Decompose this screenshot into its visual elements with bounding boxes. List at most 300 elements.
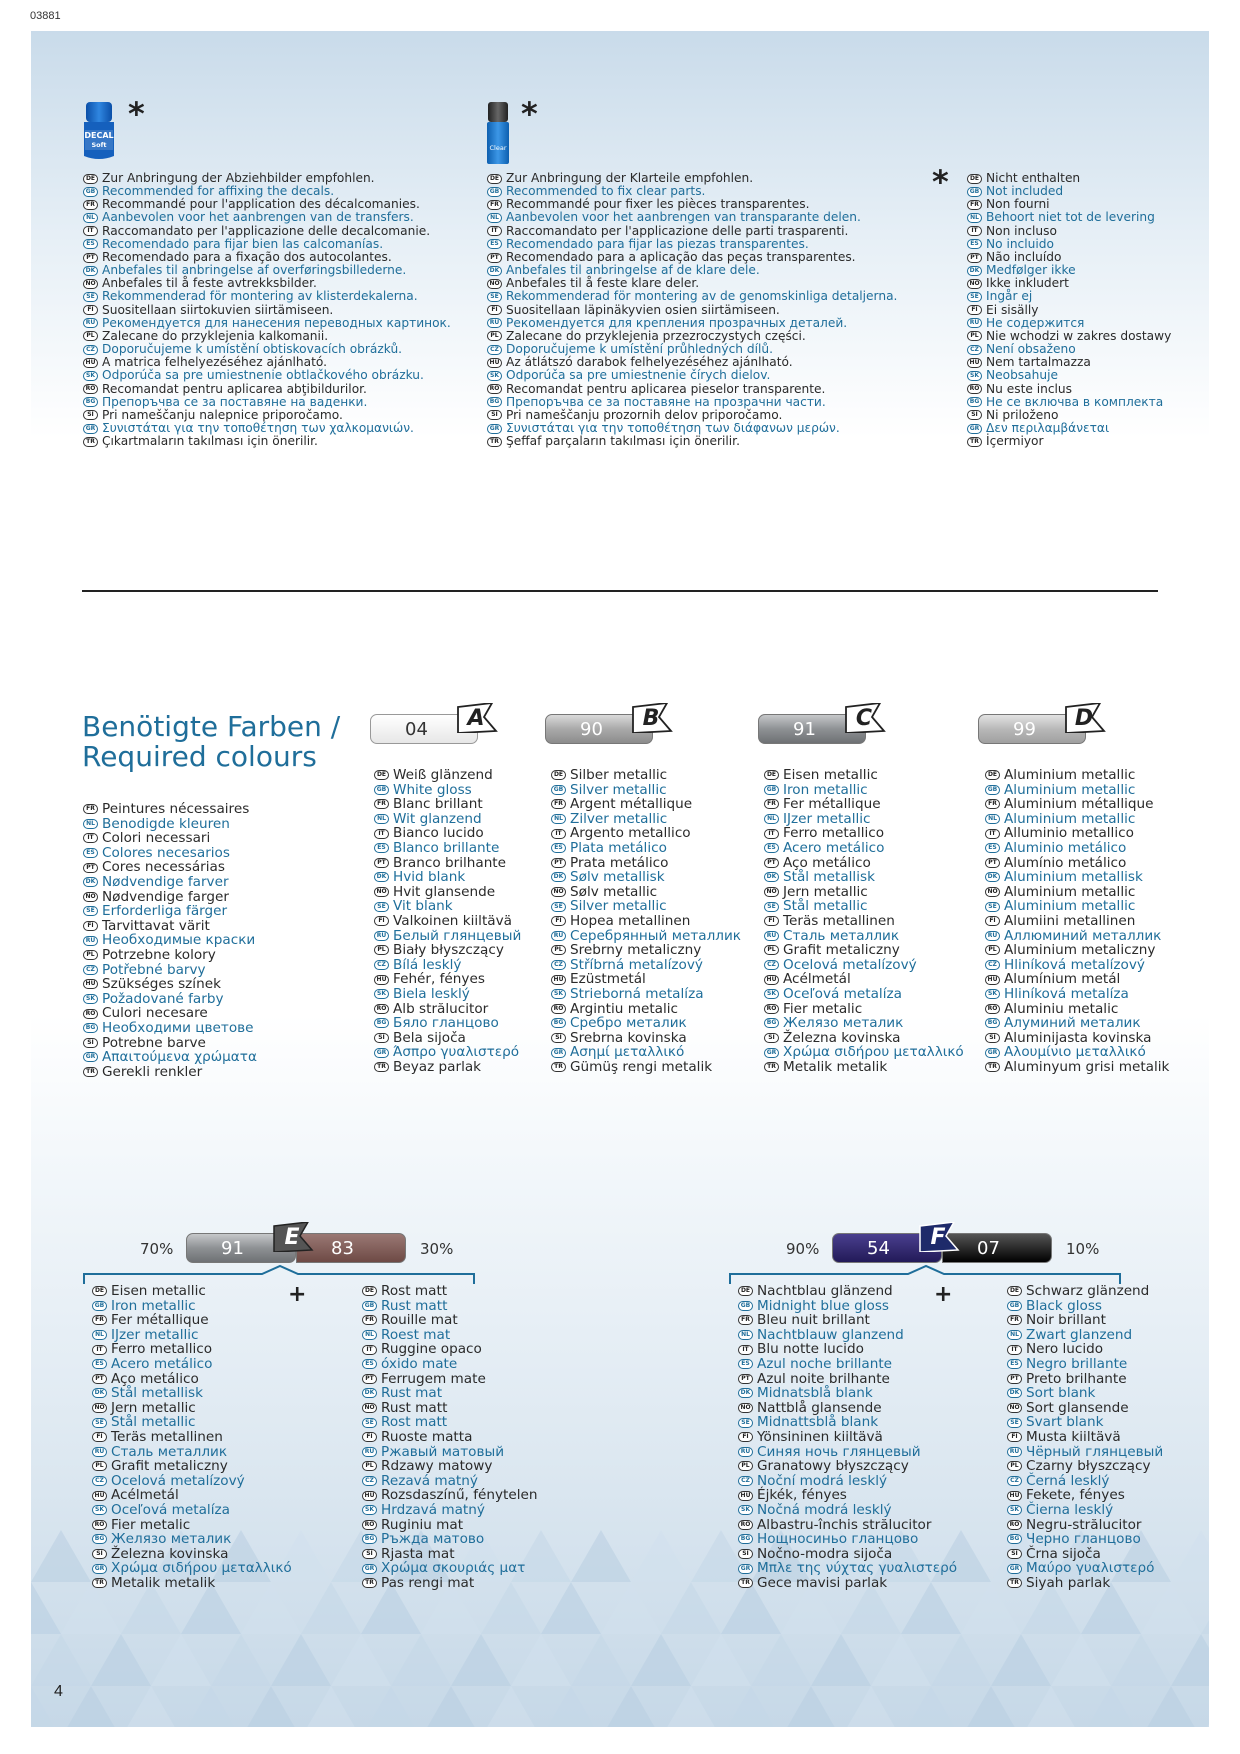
language-line-tr: [83, 435, 451, 448]
translation-text: Musta kiiltävä: [1026, 1428, 1121, 1445]
language-code-badge: DE: [374, 770, 389, 780]
translation-text: Желязо металик: [783, 1015, 904, 1032]
language-code-badge: FR: [551, 799, 566, 809]
language-line-dk: [551, 870, 741, 885]
translation-text: Ei sisälly: [986, 302, 1039, 317]
language-line-tr: [738, 1576, 957, 1591]
language-code-badge: DE: [487, 174, 502, 184]
language-code-badge: NL: [83, 213, 98, 223]
translation-text: No incluido: [986, 236, 1054, 251]
language-code-badge: RU: [374, 931, 389, 941]
translation-text: Jern metallic: [111, 1399, 196, 1416]
translation-text: Συνιστάται για την τοποθέτηση των χαλκομανιών.: [102, 420, 414, 435]
language-code-badge: SI: [967, 410, 982, 420]
translation-text: Raccomandato per l'applicazione delle parti trasparenti.: [506, 223, 849, 238]
language-code-badge: IT: [764, 829, 779, 839]
language-code-badge: IT: [1007, 1345, 1022, 1355]
translation-text: Recommended for affixing the decals.: [102, 184, 335, 199]
translation-text: Není obsaženo: [986, 342, 1076, 357]
translation-text: Weiß glänzend: [393, 767, 493, 783]
language-code-badge: PT: [374, 858, 389, 868]
language-line-bg: [1007, 1532, 1163, 1547]
language-line-sk: [1007, 1503, 1163, 1518]
language-code-badge: TR: [487, 437, 502, 447]
language-line-ru: [487, 317, 897, 330]
language-code-badge: CZ: [764, 960, 779, 970]
translation-text: Granatowy błyszczący: [757, 1458, 909, 1475]
translation-text: Şeffaf parçaların takılması için önerilir.: [506, 434, 740, 449]
language-code-badge: DE: [967, 174, 982, 184]
heading-line-de: Benötigte Farben /: [82, 710, 341, 743]
language-line-se: [551, 899, 741, 914]
language-code-badge: RO: [83, 1009, 98, 1019]
translation-text: Silver metallic: [570, 781, 667, 798]
language-code-badge: DK: [551, 872, 566, 882]
svg-text:Clear: Clear: [489, 144, 507, 152]
language-line-gr: [764, 1045, 964, 1060]
language-line-fi: [764, 914, 964, 929]
language-code-badge: RO: [92, 1520, 107, 1530]
translation-text: Nicht enthalten: [986, 171, 1081, 185]
language-line-sk: [967, 369, 1171, 382]
language-code-badge: IT: [362, 1345, 377, 1355]
language-line-it: [83, 225, 451, 238]
language-line-ro: [738, 1518, 957, 1533]
language-line-cz: [764, 958, 964, 973]
language-line-gb: [764, 783, 964, 798]
language-code-badge: NL: [764, 814, 779, 824]
language-line-tr: [92, 1576, 292, 1591]
translation-text: Χρώμα σιδήρου μεταλλικό: [111, 1560, 292, 1577]
translation-text: Alumínium metál: [1004, 971, 1121, 988]
language-line-cz: [985, 958, 1169, 973]
translation-text: Metalik metalik: [111, 1574, 216, 1591]
translation-text: Biały błyszczący: [393, 942, 504, 959]
language-line-ro: [967, 383, 1171, 396]
translation-text: Ingår ej: [986, 289, 1033, 304]
language-code-badge: FI: [764, 916, 779, 926]
translation-text: Ikke inkludert: [986, 276, 1069, 291]
language-code-badge: RU: [551, 931, 566, 941]
language-code-badge: RO: [487, 384, 502, 394]
language-line-fr: [92, 1313, 292, 1328]
language-code-badge: DK: [83, 266, 98, 276]
language-code-badge: RU: [764, 931, 779, 941]
language-line-pt: [985, 856, 1169, 871]
language-code-badge: NO: [83, 892, 98, 902]
language-code-badge: DE: [985, 770, 1000, 780]
language-code-badge: FR: [985, 799, 1000, 809]
language-code-badge: HU: [1007, 1491, 1022, 1501]
translation-text: Желязо металик: [111, 1531, 232, 1548]
clear-glue-bottle-icon: [486, 102, 510, 164]
language-line-fi: [1007, 1430, 1163, 1445]
translation-text: Ruoste matta: [381, 1428, 473, 1445]
translation-text: Nødvendige farger: [102, 888, 229, 905]
language-line-ru: [967, 317, 1171, 330]
language-line-si: [362, 1547, 537, 1562]
language-code-badge: GB: [551, 785, 566, 795]
language-code-badge: DE: [1007, 1286, 1022, 1296]
translation-text: Белый глянцевый: [393, 927, 522, 944]
translation-text: Pas rengi mat: [381, 1574, 475, 1591]
mix-e-right-names: [362, 1284, 537, 1590]
language-code-badge: SE: [92, 1418, 107, 1428]
mix-f-letter-tag: F: [914, 1222, 962, 1252]
translation-text: Roest mat: [381, 1326, 451, 1343]
language-code-badge: FR: [738, 1315, 753, 1325]
language-line-es: [985, 841, 1169, 856]
language-line-pt: [83, 860, 257, 875]
language-code-badge: PL: [83, 331, 98, 341]
language-line-gr: [362, 1561, 537, 1576]
translation-text: Svart blank: [1026, 1414, 1104, 1431]
language-code-badge: TR: [374, 1062, 389, 1072]
language-line-nl: [83, 817, 257, 832]
language-line-se: [374, 899, 521, 914]
language-code-badge: NO: [374, 887, 389, 897]
language-line-bg: [985, 1016, 1169, 1031]
language-line-pl: [92, 1459, 292, 1474]
translation-text: Zur Anbringung der Abziehbilder empfohlen.: [102, 171, 375, 185]
language-code-badge: GB: [362, 1301, 377, 1311]
translation-text: Zur Anbringung der Klarteile empfohlen.: [506, 171, 754, 185]
language-code-badge: FR: [362, 1315, 377, 1325]
language-code-badge: PL: [487, 331, 502, 341]
translation-text: Fekete, fényes: [1026, 1487, 1125, 1504]
translation-text: Черно гланцово: [1026, 1531, 1141, 1548]
language-line-se: [83, 904, 257, 919]
language-line-tr: [374, 1060, 521, 1075]
language-code-badge: PT: [967, 253, 982, 263]
language-code-badge: SK: [362, 1505, 377, 1515]
language-code-badge: RU: [985, 931, 1000, 941]
translation-text: Bianco lucido: [393, 825, 484, 842]
mix-e-letter-tag: E: [268, 1222, 316, 1252]
translation-text: Rekommenderad för montering av de genomskinliga detaljerna.: [506, 289, 898, 304]
language-code-badge: ES: [967, 239, 982, 249]
language-code-badge: PT: [83, 863, 98, 873]
translation-text: Aluminium metaliczny: [1004, 942, 1156, 959]
translation-text: Não incluído: [986, 249, 1062, 264]
language-code-badge: BG: [487, 397, 502, 407]
translation-text: Rust matt: [381, 1399, 448, 1416]
translation-text: Odporúča sa pre umiestnenie obtlačkového obrázku.: [102, 368, 424, 383]
color-d-letter-tag: D: [1060, 703, 1108, 733]
language-line-sk: [764, 987, 964, 1002]
language-code-badge: BG: [551, 1018, 566, 1028]
language-line-sk: [92, 1503, 292, 1518]
document-code: 03881: [30, 10, 61, 22]
translation-text: Ezüstmetál: [570, 971, 646, 988]
translation-text: Sort glansende: [1026, 1399, 1129, 1416]
language-code-badge: TR: [985, 1062, 1000, 1072]
language-code-badge: PL: [92, 1461, 107, 1471]
language-code-badge: IT: [487, 226, 502, 236]
language-code-badge: DK: [83, 877, 98, 887]
language-code-badge: PT: [764, 858, 779, 868]
language-code-badge: DK: [362, 1388, 377, 1398]
language-code-badge: NO: [967, 279, 982, 289]
language-line-si: [967, 409, 1171, 422]
language-line-dk: [374, 870, 521, 885]
language-code-badge: SK: [764, 989, 779, 999]
translation-text: Rdzawy matowy: [381, 1458, 493, 1475]
language-code-badge: RU: [967, 318, 982, 328]
language-line-ru: [764, 929, 964, 944]
translation-text: Recomendado para fijar bien las calcomanías.: [102, 236, 384, 251]
language-line-ro: [1007, 1518, 1163, 1533]
translation-text: Blanco brillante: [393, 839, 500, 856]
language-line-gr: [92, 1561, 292, 1576]
translation-text: Doporučujeme k umístění průhledných dílů.: [506, 342, 774, 357]
translation-text: Сребро металик: [570, 1015, 687, 1032]
language-line-pl: [985, 943, 1169, 958]
translation-text: İçermiyor: [986, 434, 1044, 449]
translation-text: Jern metallic: [783, 883, 868, 900]
language-line-nl: [83, 211, 451, 224]
language-code-badge: ES: [83, 239, 98, 249]
language-code-badge: SI: [374, 1033, 389, 1043]
translation-text: Zalecane do przyklejenia kalkomanii.: [102, 328, 329, 343]
translation-text: Behoort niet tot de levering: [986, 210, 1155, 225]
language-code-badge: DE: [551, 770, 566, 780]
language-code-badge: SI: [83, 1038, 98, 1048]
translation-text: Recomendado para a fixação dos autocolantes.: [102, 249, 392, 264]
language-code-badge: GR: [374, 1048, 389, 1058]
translation-text: Aluminio metálico: [1004, 839, 1127, 856]
mix-f-plus: +: [934, 1282, 953, 1307]
translation-text: Albastru-închis strălucitor: [757, 1516, 932, 1533]
language-code-badge: DK: [738, 1388, 753, 1398]
translation-text: Gece mavisi parlak: [757, 1574, 888, 1591]
language-line-fi: [738, 1430, 957, 1445]
translation-text: Plata metálico: [570, 839, 667, 856]
language-line-bg: [551, 1016, 741, 1031]
language-code-badge: SI: [83, 410, 98, 420]
translation-text: Nachtblau glänzend: [757, 1283, 893, 1299]
language-line-ro: [92, 1518, 292, 1533]
language-line-nl: [551, 812, 741, 827]
language-line-es: [362, 1357, 537, 1372]
translation-text: Yönsininen kiiltävä: [757, 1428, 883, 1445]
language-line-ru: [738, 1445, 957, 1460]
translation-text: Алуминий металик: [1004, 1015, 1141, 1032]
translation-text: Gerekli renkler: [102, 1063, 203, 1080]
language-line-gr: [83, 1050, 257, 1065]
language-code-badge: GB: [83, 187, 98, 197]
asterisk-marker: *: [128, 95, 145, 133]
translation-text: Anbefales til å feste avtrekksbilder.: [102, 276, 317, 291]
language-line-gr: [551, 1045, 741, 1060]
language-code-badge: SK: [967, 371, 982, 381]
language-code-badge: NL: [985, 814, 1000, 824]
language-code-badge: RU: [83, 936, 98, 946]
translation-text: Recomendado para fijar las piezas transparentes.: [506, 236, 809, 251]
translation-text: Χρώμα σκουριάς ματ: [381, 1560, 526, 1577]
language-line-it: [764, 826, 964, 841]
translation-text: White gloss: [393, 781, 472, 798]
language-code-badge: PT: [1007, 1374, 1022, 1384]
translation-text: Aanbevolen voor het aanbrengen van de transfers.: [102, 210, 414, 225]
language-code-badge: NO: [487, 279, 502, 289]
translation-text: Zalecane do przyklejenia przezroczystych części.: [506, 328, 806, 343]
color-c-names: [764, 768, 964, 1074]
translation-text: Culori necesare: [102, 1005, 208, 1022]
language-line-pl: [738, 1459, 957, 1474]
language-line-es: [374, 841, 521, 856]
language-line-bg: [967, 396, 1171, 409]
language-code-badge: FR: [83, 804, 98, 814]
language-line-bg: [738, 1532, 957, 1547]
language-line-ro: [487, 383, 897, 396]
translation-text: Potrebne barve: [102, 1034, 206, 1051]
language-code-badge: TR: [738, 1578, 753, 1588]
mix-e-left-number: 91: [221, 1237, 244, 1259]
translation-text: Wit glanzend: [393, 810, 482, 827]
language-line-nl: [764, 812, 964, 827]
language-code-badge: FR: [83, 200, 98, 210]
translation-text: Aluminium metallic: [1004, 781, 1136, 798]
translation-text: Oceľová metalíza: [783, 985, 902, 1002]
translation-text: Iron metallic: [111, 1297, 196, 1314]
mix-f-left-names: [738, 1284, 957, 1590]
language-code-badge: GR: [985, 1048, 1000, 1058]
translation-text: Aanbevolen voor het aanbrengen van transparante delen.: [506, 210, 861, 225]
language-line-sk: [985, 987, 1169, 1002]
language-code-badge: PL: [83, 950, 98, 960]
language-line-it: [738, 1342, 957, 1357]
translation-text: Aluminijasta kovinska: [1004, 1029, 1152, 1046]
language-code-badge: SK: [985, 989, 1000, 999]
translation-text: Нощносиньо гланцово: [757, 1531, 919, 1548]
translation-text: Аллюминий металлик: [1004, 927, 1162, 944]
language-code-badge: RO: [764, 1004, 779, 1014]
translation-text: Železna kovinska: [783, 1029, 901, 1046]
translation-text: IJzer metallic: [783, 810, 871, 827]
translation-text: Alluminio metallico: [1004, 825, 1134, 842]
translation-text: Nero lucido: [1026, 1341, 1104, 1358]
language-line-ru: [985, 929, 1169, 944]
translation-text: Nattblå glansende: [757, 1399, 882, 1416]
language-code-badge: NL: [551, 814, 566, 824]
translation-text: Необходимые краски: [102, 932, 256, 949]
language-code-badge: GB: [374, 785, 389, 795]
language-line-bg: [374, 1016, 521, 1031]
language-code-badge: IT: [985, 829, 1000, 839]
language-line-de: [1007, 1284, 1163, 1299]
language-code-badge: SE: [1007, 1418, 1022, 1428]
translation-text: Eisen metallic: [783, 767, 878, 783]
translation-text: Fer métallique: [783, 796, 881, 813]
language-code-badge: ES: [985, 843, 1000, 853]
language-line-ro: [985, 1002, 1169, 1017]
translation-text: A matrica felhelyezéséhez ajánlható.: [102, 355, 328, 370]
language-code-badge: SK: [551, 989, 566, 999]
language-code-badge: RU: [92, 1447, 107, 1457]
language-code-badge: GB: [1007, 1301, 1022, 1311]
language-code-badge: BG: [764, 1018, 779, 1028]
language-code-badge: DE: [764, 770, 779, 780]
language-code-badge: DK: [1007, 1388, 1022, 1398]
not-included-asterisk: *: [932, 163, 949, 201]
language-code-badge: PL: [1007, 1461, 1022, 1471]
language-code-badge: HU: [487, 358, 502, 368]
language-code-badge: FR: [967, 200, 982, 210]
translation-text: Černá lesklý: [1026, 1472, 1110, 1489]
translation-text: Rost matt: [381, 1414, 448, 1431]
language-code-badge: GR: [92, 1564, 107, 1574]
translation-text: Oceľová metalíza: [111, 1501, 230, 1518]
translation-text: Negru-strălucitor: [1026, 1516, 1142, 1533]
translation-text: Črna sijoča: [1026, 1545, 1101, 1562]
language-code-badge: DE: [738, 1286, 753, 1296]
translation-text: Aluminium metallisk: [1004, 869, 1143, 886]
language-code-badge: SK: [83, 371, 98, 381]
language-code-badge: HU: [374, 975, 389, 985]
language-code-badge: NL: [362, 1330, 377, 1340]
language-line-no: [985, 885, 1169, 900]
language-code-badge: CZ: [92, 1476, 107, 1486]
language-line-nl: [967, 211, 1171, 224]
language-code-badge: GB: [487, 187, 502, 197]
language-code-badge: ES: [738, 1359, 753, 1369]
language-line-se: [83, 290, 451, 303]
language-line-es: [551, 841, 741, 856]
language-line-es: [83, 238, 451, 251]
translation-text: Stål metallic: [783, 898, 868, 915]
translation-text: Negro brillante: [1026, 1355, 1128, 1372]
translation-text: Χρώμα σιδήρου μεταλλικό: [783, 1044, 964, 1061]
language-line-dk: [985, 870, 1169, 885]
translation-text: Hvid blank: [393, 869, 466, 886]
language-code-badge: BG: [83, 397, 98, 407]
language-code-badge: HU: [551, 975, 566, 985]
mix-f-right-names: [1007, 1284, 1163, 1590]
language-code-badge: BG: [83, 1023, 98, 1033]
language-line-si: [92, 1547, 292, 1562]
language-code-badge: NO: [83, 279, 98, 289]
language-code-badge: FI: [362, 1432, 377, 1442]
language-code-badge: CZ: [967, 345, 982, 355]
translation-text: Ocelová metalízový: [783, 956, 917, 973]
language-code-badge: SE: [487, 292, 502, 302]
language-code-badge: GB: [967, 187, 982, 197]
translation-text: Не се включва в комплекта: [986, 394, 1164, 409]
language-code-badge: DE: [92, 1286, 107, 1296]
language-line-gr: [985, 1045, 1169, 1060]
translation-text: Stříbrná metalízový: [570, 956, 703, 973]
translation-text: Potrzebne kolory: [102, 946, 216, 963]
language-code-badge: FR: [764, 799, 779, 809]
translation-text: Zwart glanzend: [1026, 1326, 1133, 1343]
language-code-badge: ES: [487, 239, 502, 249]
language-code-badge: HU: [967, 358, 982, 368]
language-line-pl: [1007, 1459, 1163, 1474]
language-code-badge: FI: [551, 916, 566, 926]
translation-text: Bela sijoča: [393, 1029, 466, 1046]
language-code-badge: DE: [83, 174, 98, 184]
mix-f-left-number: 54: [867, 1237, 890, 1259]
language-code-badge: NO: [1007, 1403, 1022, 1413]
translation-text: Midnight blue gloss: [757, 1297, 890, 1314]
language-line-pl: [764, 943, 964, 958]
translation-text: Hvit glansende: [393, 883, 496, 900]
language-code-badge: FR: [1007, 1315, 1022, 1325]
color-c-letter-tag: C: [840, 703, 888, 733]
translation-text: Acélmetál: [111, 1487, 179, 1504]
language-code-badge: HU: [83, 979, 98, 989]
